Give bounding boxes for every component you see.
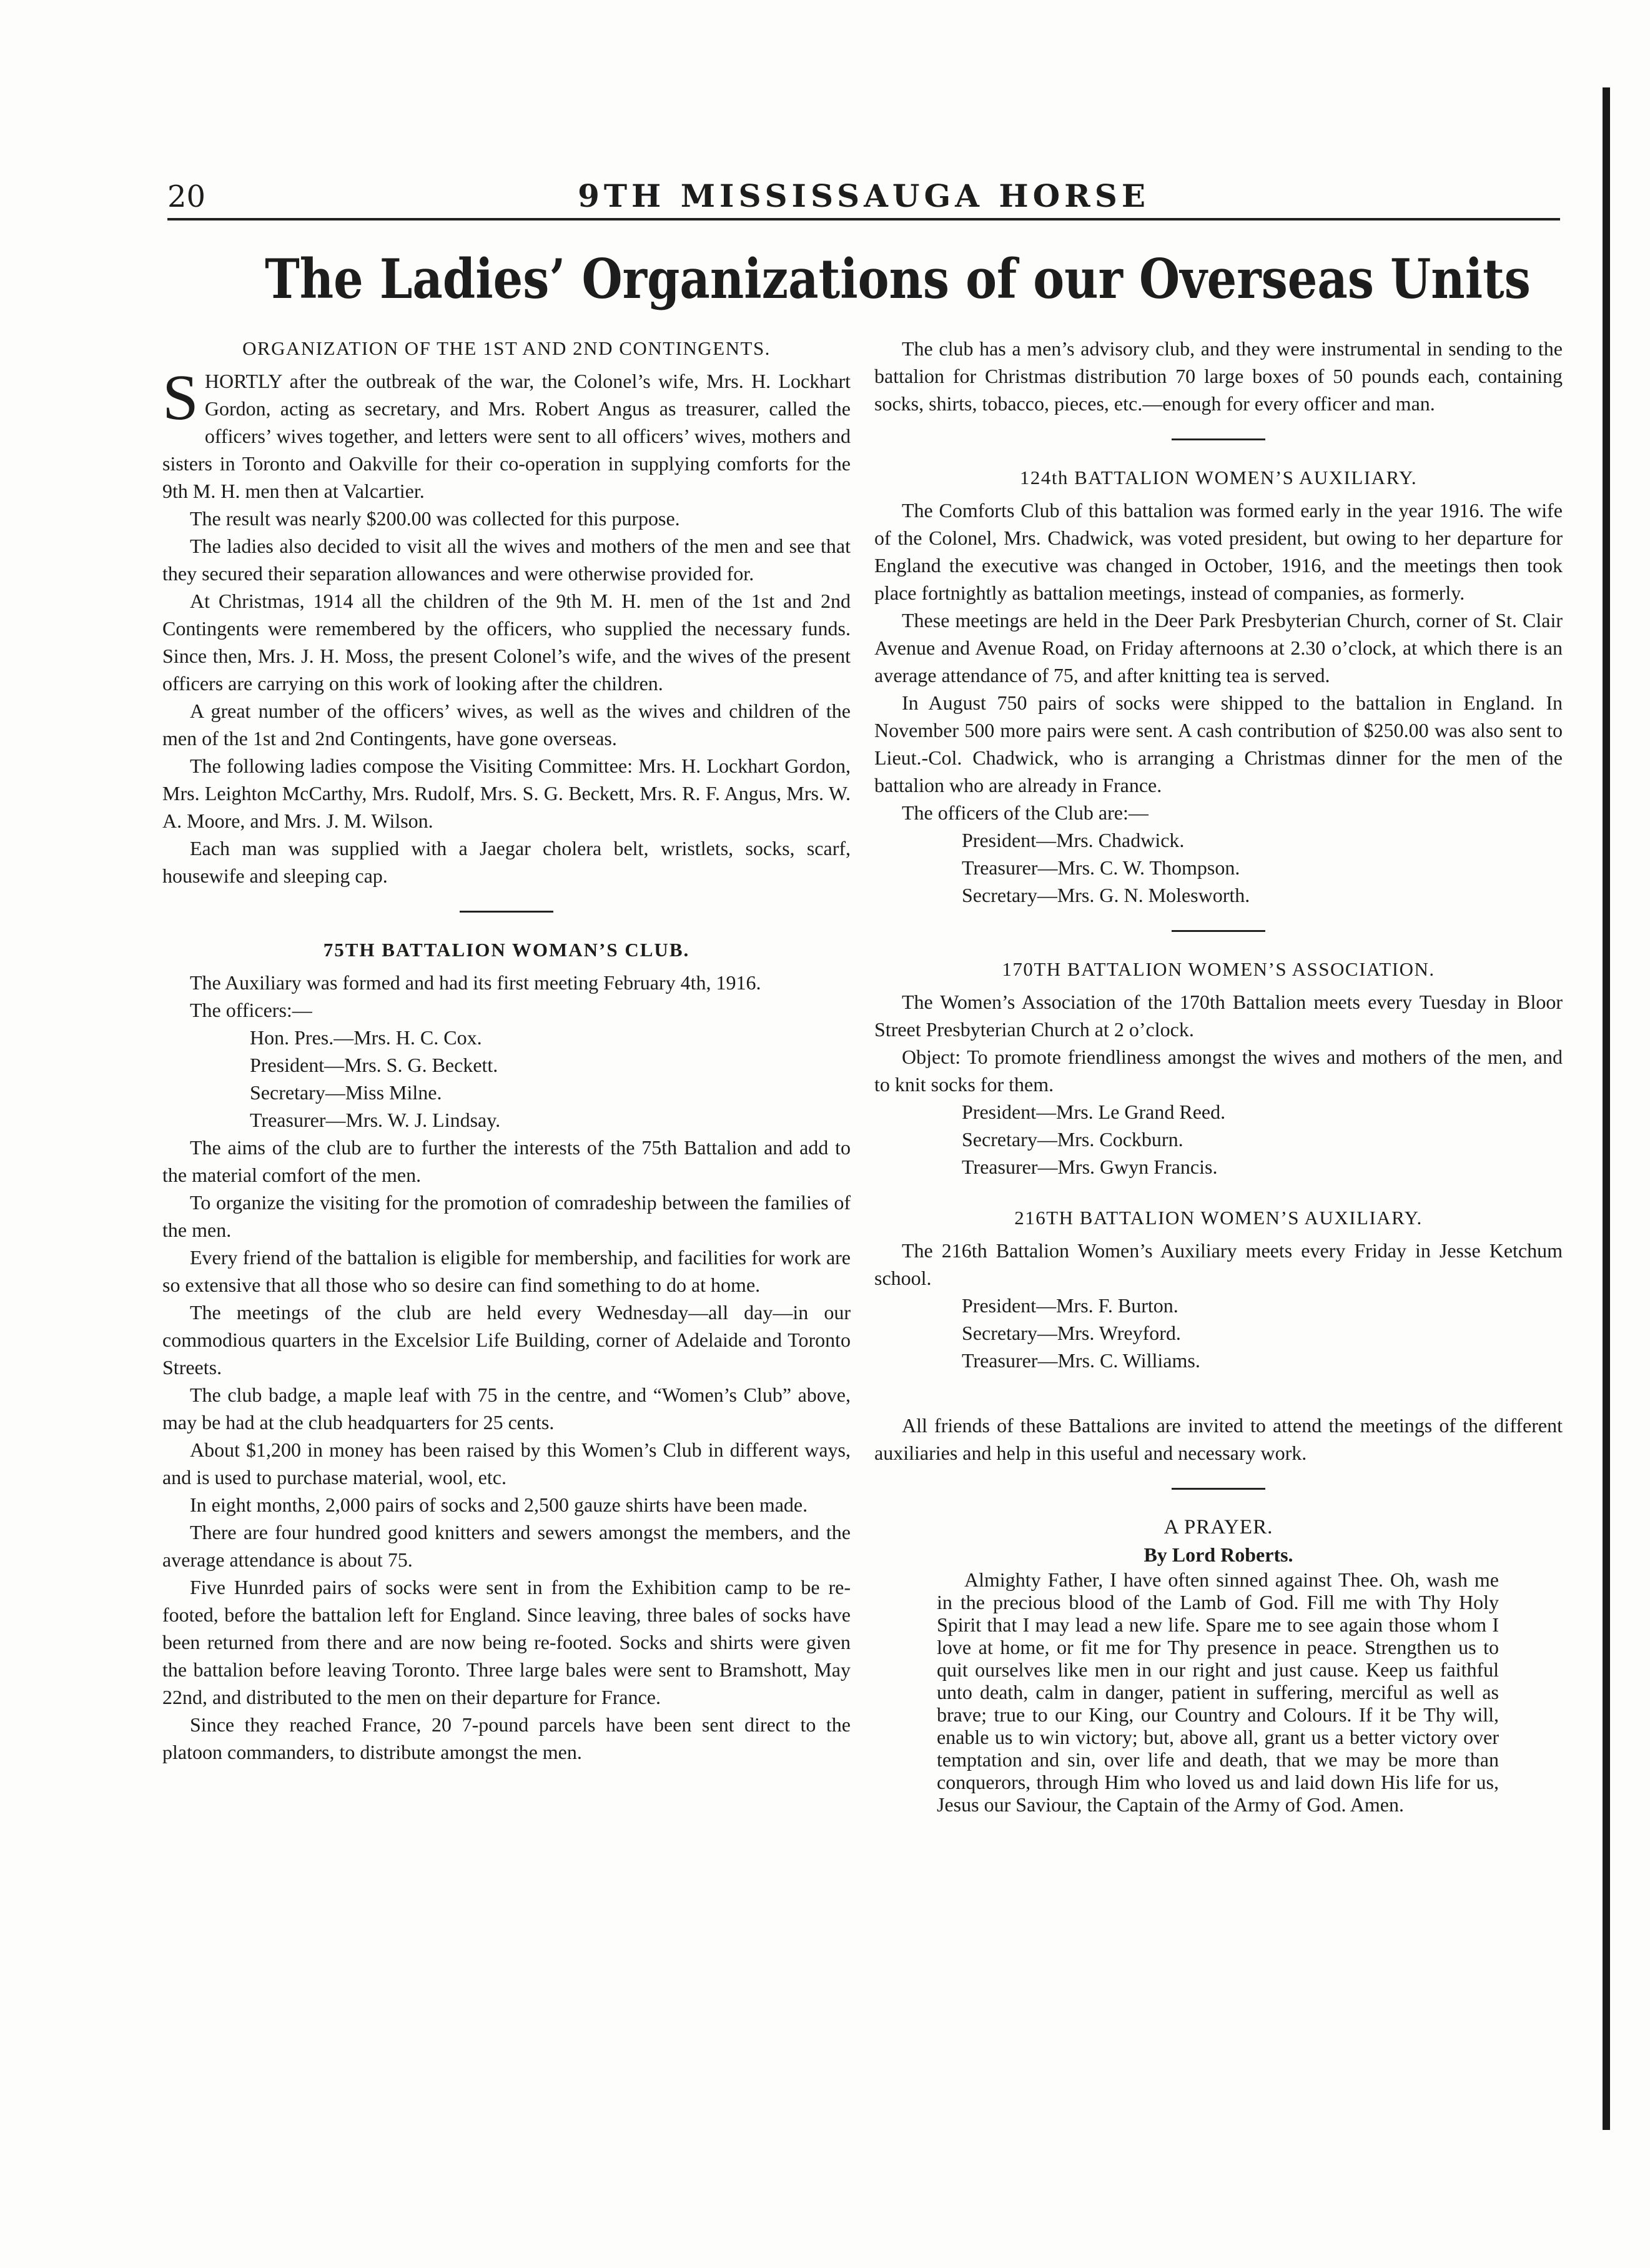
officer-line: Secretary—Mrs. G. N. Molesworth. (962, 884, 1250, 906)
paragraph: To organize the visiting for the promotion of comradeship between the families of the men. (162, 1191, 851, 1241)
section-heading-170th: 170TH BATTALION WOMEN’S ASSOCIATION. (1002, 958, 1435, 980)
officer-line: Treasurer—Mrs. C. Williams. (962, 1349, 1200, 1372)
officer-line: Treasurer—Mrs. Gwyn Francis. (962, 1156, 1218, 1178)
paragraph: All friends of these Battalions are invited to attend the meetings of the different auxiliaries and help in this useful and necessary work. (874, 1414, 1563, 1464)
paragraph: A great number of the officers’ wives, as well as the wives and children of the men of the 1st and 2nd Contingents, have gone overseas. (162, 700, 851, 750)
prayer-text: Almighty Father, I have often sinned against Thee. Oh, wash me in the precious blood of the Lamb of God. Fill me with Thy Holy Spirit that I may lead a new life. Spare me to see again those whom I love at home, or fit me for Thy presence in peace. Strengthen us to quit ourselves like men in our right and just cause. Keep us faithful unto death, calm in danger, patient in suffering, merciful as well as brave; true to our King, our Country and Colours. If it be Thy will, enable us to win victory; but, above all, grant us a better victory over temptation and sin, over life and death, that we may be more than conquerors, through Him who loved us and laid down His life for us, Jesus our Saviour, the Captain of the Army of God. Amen. (937, 1568, 1499, 1816)
article-title: The Ladies’ Organizations of our Overseas Units (265, 247, 1531, 311)
right-column (874, 335, 1563, 1816)
journal-title: 9TH MISSISSAUGA HORSE (578, 177, 1150, 214)
drop-cap: S (162, 362, 199, 433)
prayer-body (937, 1568, 1499, 1816)
paragraph: Every friend of the battalion is eligible for membership, and facilities for work are so extensive that all those who so desire can find something to do at home. (162, 1246, 851, 1296)
officer-line: Treasurer—Mrs. W. J. Lindsay. (250, 1109, 501, 1131)
officer-line: Secretary—Mrs. Cockburn. (962, 1128, 1183, 1151)
officer-line: Hon. Pres.—Mrs. H. C. Cox. (250, 1026, 482, 1049)
officer-line: President—Mrs. F. Burton. (962, 1294, 1178, 1317)
section-heading-216th: 216TH BATTALION WOMEN’S AUXILIARY. (1014, 1207, 1423, 1229)
officers-label: The officers:— (190, 999, 312, 1021)
paragraph: The meetings of the club are held every Wednesday—all day—in our commodious quarters in the Excelsior Life Building, corner of Adelaide and Toronto Streets. (162, 1301, 851, 1379)
paragraph: Each man was supplied with a Jaegar cholera belt, wristlets, socks, scarf, housewife and sleeping cap. (162, 837, 851, 887)
paragraph: The club badge, a maple leaf with 75 in the centre, and “Women’s Club” above, may be had at the club headquarters for 25 cents. (162, 1384, 851, 1434)
section-heading-75th: 75TH BATTALION WOMAN’S CLUB. (323, 939, 690, 961)
paragraph: The 216th Battalion Women’s Auxiliary meets every Friday in Jesse Ketchum school. (874, 1239, 1563, 1289)
paragraph: The Comforts Club of this battalion was formed early in the year 1916. The wife of the Colonel, Mrs. Chadwick, was voted president, but owing to her departure for England the executive was changed in October, 1916, and the meetings then took place fortnightly as battalion meetings, instead of companies, as formerly. (874, 499, 1563, 604)
paragraph-text: HORTLY after the outbreak of the war, the Colonel’s wife, Mrs. H. Lockhart Gordon, acting as secretary, and Mrs. Robert Angus as treasurer, called the officers’ wives together, and letters were sent to all officers’ wives, mothers and sisters in Toronto and Oakville for their co-operation in supplying comforts for the 9th M. H. men then at Valcartier. (162, 370, 851, 502)
paragraph: The result was nearly $200.00 was collected for this purpose. (190, 507, 680, 530)
officers-label: The officers of the Club are:— (902, 801, 1149, 824)
left-column (162, 335, 851, 1766)
section-divider (1172, 930, 1265, 932)
section-heading-124th: 124th BATTALION WOMEN’S AUXILIARY. (1019, 467, 1418, 488)
paragraph: In August 750 pairs of socks were shipped to the battalion in England. In November 500 more pairs were sent. A cash contribution of $250.00 was also sent to Lieut.-Col. Chadwick, who is arranging a Christmas dinner for the men of the battalion who are already in France. (874, 691, 1563, 796)
paragraph: About $1,200 in money has been raised by this Women’s Club in different ways, and is used to purchase material, wool, etc. (162, 1439, 851, 1488)
paragraph: Five Hunrded pairs of socks were sent in from the Exhibition camp to be re-footed, before the battalion left for England. Since leaving, three bales of socks have been returned from there and are now being re-footed. Socks and shirts were given the battalion before leaving Toronto. Three large bales were sent to Bramshott, May 22nd, and distributed to the men on their departure for France. (162, 1576, 851, 1708)
officer-line: President—Mrs. Le Grand Reed. (962, 1101, 1226, 1123)
section-divider (460, 911, 553, 913)
paragraph: The Auxiliary was formed and had its first meeting February 4th, 1916. (190, 971, 761, 994)
paragraph: Since they reached France, 20 7-pound parcels have been sent direct to the platoon commanders, to distribute amongst the men. (162, 1713, 851, 1763)
paragraph: The aims of the club are to further the interests of the 75th Battalion and add to the material comfort of the men. (162, 1136, 851, 1186)
section-divider (1172, 1488, 1265, 1490)
paragraph: There are four hundred good knitters and sewers amongst the members, and the average attendance is about 75. (162, 1521, 851, 1571)
paragraph: The Women’s Association of the 170th Battalion meets every Tuesday in Bloor Street Presbyterian Church at 2 o’clock. (874, 991, 1563, 1041)
paragraph: The following ladies compose the Visiting Committee: Mrs. H. Lockhart Gordon, Mrs. Leighton McCarthy, Mrs. Rudolf, Mrs. S. G. Beckett, Mrs. R. F. Angus, Mrs. W. A. Moore, and Mrs. J. M. Wilson. (162, 755, 851, 832)
page-edge-shadow (1603, 87, 1610, 2130)
officer-line: Treasurer—Mrs. C. W. Thompson. (962, 856, 1240, 879)
officer-line: Secretary—Mrs. Wreyford. (962, 1322, 1181, 1344)
section-heading-contingents: ORGANIZATION OF THE 1ST AND 2ND CONTINGENTS. (242, 337, 771, 359)
paragraph: In eight months, 2,000 pairs of socks and 2,500 gauze shirts have been made. (190, 1493, 808, 1516)
page-number: 20 (167, 179, 206, 214)
officer-line: President—Mrs. Chadwick. (962, 829, 1185, 851)
running-header (167, 178, 1560, 220)
paragraph: Object: To promote friendliness amongst the wives and mothers of the men, and to knit socks for them. (874, 1046, 1563, 1096)
officer-line: Secretary—Miss Milne. (250, 1081, 442, 1104)
prayer-title: A PRAYER. (1163, 1516, 1273, 1538)
section-divider (1172, 438, 1265, 440)
paragraph: These meetings are held in the Deer Park Presbyterian Church, corner of St. Clair Avenue and Avenue Road, on Friday afternoons at 2.30 o’clock, at which there is an average attendance of 75, and after knitting tea is served. (874, 609, 1563, 686)
prayer-byline: By Lord Roberts. (1144, 1543, 1293, 1566)
paragraph (162, 362, 851, 505)
officer-line: President—Mrs. S. G. Beckett. (250, 1054, 498, 1076)
paragraph: At Christmas, 1914 all the children of the 9th M. H. men of the 1st and 2nd Contingents were remembered by the officers, who supplied the necessary funds. Since then, Mrs. J. H. Moss, the present Colonel’s wife, and the wives of the present officers are carrying on this work of looking after the children. (162, 590, 851, 695)
paragraph: The ladies also decided to visit all the wives and mothers of the men and see that they secured their separation allowances and were otherwise provided for. (162, 535, 851, 585)
paragraph: The club has a men’s advisory club, and they were instrumental in sending to the battalion for Christmas distribution 70 large boxes of 50 pounds each, containing socks, shirts, tobacco, pieces, etc.—enough for every officer and man. (874, 337, 1563, 415)
